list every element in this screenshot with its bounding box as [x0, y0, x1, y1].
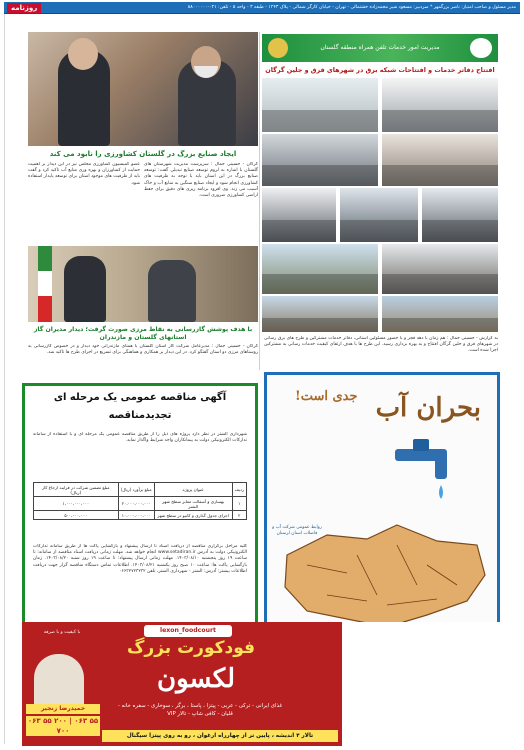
table-row	[34, 511, 247, 520]
person-head	[68, 38, 98, 70]
meeting-photo-1	[28, 32, 258, 146]
meeting-photo-2	[28, 246, 258, 322]
faucet-icon	[387, 435, 457, 515]
news-body-1: گرگان - حسینی جمال : سرپرست مدیریت شهرستان های گلستان با اشاره به لزوم توسعه صنایع تبدیلی گفت: توسعه صنایع بزرگ در این استان باید با توجه به ظرفیت های کشاورزی انجام شود و ایجاد صنایع سنگین به منابع آب و خاک آسیب می زند. وی افزود برنامه ریزی های دقیق برای حفظ اراضی کشاورزی ضروری است.	[144, 162, 258, 199]
table-cell: ۲۰،۰۰۰،۰۰۰،۰۰۰	[118, 497, 154, 511]
masthead-info: مدیر مسئول و صاحب امتیاز: ناصر بزرگمهر * سردبیر: مسعود شیر محمدزاده خشتمالی - تهران - خیابان کارگر شمالی - پلاک ۱۲۴۳ - طبقه ۳ - واحد ۵ - تلفن: ۰۲۱-۸۸۰۰۰۰۰۰	[187, 5, 516, 10]
food-court-name: لکسون	[157, 664, 235, 694]
ad-blank-area	[342, 622, 500, 746]
table-cell: ۱	[232, 497, 246, 511]
gallery-photo	[422, 188, 498, 242]
news-banner	[262, 34, 498, 62]
table-header: مبلغ برآورد (ریال)	[118, 483, 154, 497]
chef-name: حمیدرضا زنجیر	[26, 704, 100, 714]
news-headline-2: با هدف پوشش گازرسانی به نقاط مرزی صورت گرفت؛ دیدار مدیران گاز استانهای گلستان و مازندران	[33, 326, 253, 341]
food-phones: ۰۶۳ ۵۵ ۲۰۰ | ۰۶۳ ۵۵ ۷۰۰	[27, 717, 99, 735]
gallery-photo	[262, 78, 378, 132]
masthead-brand: روزنامه	[7, 3, 41, 13]
news-banner-text: مدیریت امور خدمات تلفن همراه منطقه گلستان	[320, 44, 440, 51]
news-headline-1: ایجاد صنایع بزرگ در گلستان کشاورزی را نابود می کند	[49, 150, 237, 158]
gallery-photo	[382, 296, 498, 332]
tender-table	[33, 482, 247, 520]
flag-decoration	[38, 246, 52, 322]
table-cell: ۱،۰۰۰،۰۰۰،۰۰۰	[34, 497, 119, 511]
gallery-photo	[262, 134, 378, 186]
food-court-ad	[22, 622, 500, 746]
gallery-photo	[340, 188, 418, 242]
tender-subtitle: تجدیدمناقصه	[108, 410, 172, 421]
table-header: مبلغ تضمین شرکت در فرایند ارجاع کار (ریال)	[34, 483, 119, 497]
water-crisis-serious: جدی است!	[295, 389, 358, 404]
person-figure	[64, 256, 106, 322]
table-cell: ۵۰۰،۰۰۰،۰۰۰	[34, 511, 119, 520]
right-news-panel	[262, 34, 498, 332]
water-company-label: روابط عمومی شرکت آب و فاضلاب استان لرستان	[272, 525, 322, 536]
gallery-photo	[382, 134, 498, 186]
table-cell: ۱۰،۰۰۰،۰۰۰،۰۰۰	[118, 511, 154, 520]
food-court-title: فودکورت بزرگ	[127, 638, 255, 658]
logo-icon	[268, 38, 288, 58]
food-address: تالار ۴ اندیشه ، پایین تر از چهارراه ارغوان ، رو به روی پیتزا سیگنال	[102, 730, 338, 742]
tender-title: آگهی مناقصه عمومی یک مرحله ای	[53, 392, 227, 403]
gallery-photo	[382, 244, 498, 294]
gallery-photo	[262, 188, 336, 242]
table-header: عنوان پروژه	[154, 483, 232, 497]
news-body-right: به گزارش - حسینی جمال : هم زمان با دهه فجر و با حضور مسئولین استانی، دفاتر خدمات مشترکین و طرح های برق رسانی در شهرهای قرق و جلین گرگان افتتاح و به بهره برداری رسید. این طرح ها با هدف ارتقای کیفیت خدمات رسانی به مشترکین اجرا شده است.	[264, 336, 498, 354]
gallery-photo	[262, 296, 378, 332]
table-cell: ۲	[232, 511, 246, 520]
gallery-photo	[382, 78, 498, 132]
water-crisis-title: بحران آب	[375, 393, 481, 423]
instagram-handle[interactable]: lexon_foodcourt	[144, 625, 232, 637]
gallery-photo	[262, 244, 378, 294]
news-body-2: گرگان - حسینی جمال : مدیرعامل شرکت گاز استان گلستان با همتای مازندرانی خود دیدار و در خصوص گازرسانی به روستاهای مرزی دو استان گفتگو کرد. در این دیدار بر همکاری و هماهنگی برای تسریع در اجرای طرح ها تاکید شد.	[28, 344, 258, 356]
table-header: ردیف	[232, 483, 246, 497]
tender-details: کلیه مراحل برگزاری مناقصه از دریافت اسناد تا ارسال پیشنهاد و بازگشایی پاکت ها از طریق سامانه تدارکات الکترونیکی دولت به آدرس www.setadiran.ir انجام خواهد شد. مهلت زمانی دریافت اسناد مناقصه از سامانه: تا ساعت ۱۹ روز پنجشنبه ۱۴۰۳/۰۸/۱۰. مهلت زمانی ارسال پیشنهاد: تا ساعت ۱۹ روز شنبه ۱۴۰۳/۰۸/۲۰. زمان بازگشایی پاکت ها: ساعت ۱۰ صبح روز یکشنبه ۱۴۰۳/۰۸/۲۱. اطلاعات تماس دستگاه مناقصه گزار جهت دریافت اطلاعات بیشتر: آدرس: الشتر - شهرداری الشتر، تلفن ۰۶۶۳۲۷۲۳۲۳۲	[33, 544, 247, 574]
person-figure	[148, 260, 196, 322]
page-frame-line	[4, 14, 5, 744]
portrait-icon	[470, 38, 492, 58]
news-body-1b: عضو کمیسیون کشاورزی مجلس نیز در این دیدار بر اهمیت حمایت از کشاورزان و بهره وری منابع آب تاکید کرد و گفت باید از ظرفیت های موجود استان برای توسعه پایدار استفاده شود.	[28, 162, 140, 186]
tender-intro: شهرداری الشتر در نظر دارد پروژه های ذیل را از طریق مناقصه عمومی یک مرحله ای و با استفاده از سامانه تدارکات الکترونیکی دولت به پیمانکاران واجد شرایط واگذار نماید.	[33, 432, 247, 444]
food-menu: غذای ایرانی - ترکی - عربی - پیتزا ، پاستا ، برگر ، سوخاری - سفره خانه - قلیان - کافی شاپ - تالار VIP	[117, 703, 283, 717]
masthead	[4, 2, 520, 14]
food-tagline: با کیفیت و با صرفه	[43, 630, 81, 635]
table-cell: بهسازی و آسفالت معابر سطح شهر الشتر	[154, 497, 232, 511]
table-cell: اجرای جدول گذاری و کانیو در سطح شهر	[154, 511, 232, 520]
column-divider	[259, 32, 260, 370]
news-headline-right: افتتاح دفاتر خدمات و افتتاحات شبکه برق در شهرهای قرق و جلین گرگان	[265, 66, 495, 74]
table-row	[34, 497, 247, 511]
